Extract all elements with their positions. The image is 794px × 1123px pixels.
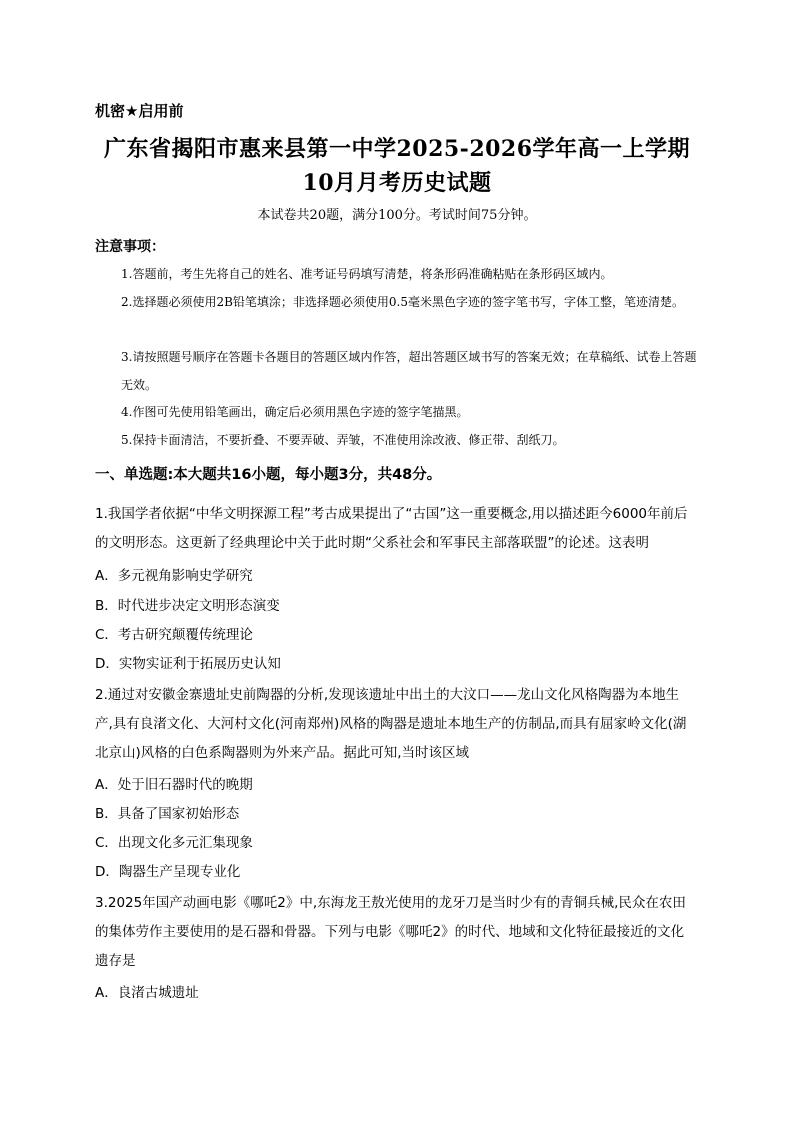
notice-item: 3.请按照题号顺序在答题卡各题目的答题区域内作答，超出答题区域书写的答案无效；在草稿纸、试卷上答题无效。 — [121, 350, 697, 392]
question-option: B．时代进步决定文明形态演变 — [95, 598, 280, 614]
question-option: B．具备了国家初始形态 — [95, 806, 240, 822]
confidential-label: 机密★启用前 — [95, 102, 184, 120]
notice-item: 4.作图可先使用铅笔画出，确定后必须用黑色字迹的签字笔描黑。 — [121, 405, 469, 419]
notice-heading: 注意事项： — [95, 239, 165, 255]
question-stem: 1.我国学者依据“中华文明探源工程”考古成果提出了“古国”这一重要概念,用以描述距今6000年前后的文明形态。这更新了经典理论中关于此时期“父系社会和军事民主部落联盟”的论述。这表明 — [95, 506, 688, 551]
question-stem: 2.通过对安徽金寨遗址史前陶器的分析,发现该遗址中出土的大汶口——龙山文化风格陶器为本地生产,具有良渚文化、大河村文化(河南郑州)风格的陶器是遗址本地生产的仿制品,而具有屈家岭文化(湖北京山)风格的白色系陶器则为外来产品。据此可知,当时该区域 — [95, 687, 687, 761]
question-option: D．实物实证利于拓展历史认知 — [95, 656, 281, 672]
section-heading: 一、单选题:本大题共16小题，每小题3分，共48分。 — [95, 467, 442, 483]
question-option: A．处于旧石器时代的晚期 — [95, 777, 253, 793]
notice-item: 1.答题前，考生先将自己的姓名、准考证号码填写清楚，将条形码准确粘贴在条形码区域内。 — [121, 267, 613, 281]
exam-info: 本试卷共20题，满分100分。考试时间75分钟。 — [257, 208, 537, 223]
question-option: D．陶器生产呈现专业化 — [95, 864, 241, 880]
exam-title-line2: 10月月考历史试题 — [302, 170, 492, 196]
notice-item: 5.保持卡面清洁，不要折叠、不要弄破、弄皱，不准使用涂改液、修正带、刮纸刀。 — [121, 433, 565, 447]
question-option: A．良渚古城遗址 — [95, 985, 199, 1001]
question-option: A．多元视角影响史学研究 — [95, 568, 253, 584]
exam-title-line1: 广东省揭阳市惠来县第一中学2025-2026学年高一上学期 — [103, 136, 691, 162]
question-stem: 3.2025年国产动画电影《哪吒2》中,东海龙王敖光使用的龙牙刀是当时少有的青铜兵械,民众在农田的集体劳作主要使用的是石器和骨器。下列与电影《哪吒2》的时代、地域和文化特征最接近的文化遗存是 — [95, 895, 686, 969]
question-option: C．出现文化多元汇集现象 — [95, 835, 253, 851]
notice-item: 2.选择题必须使用2B铅笔填涂；非选择题必须使用0.5毫米黑色字迹的签字笔书写，字体工整，笔迹清楚。 — [121, 295, 684, 309]
question-option: C．考古研究颠覆传统理论 — [95, 627, 253, 643]
